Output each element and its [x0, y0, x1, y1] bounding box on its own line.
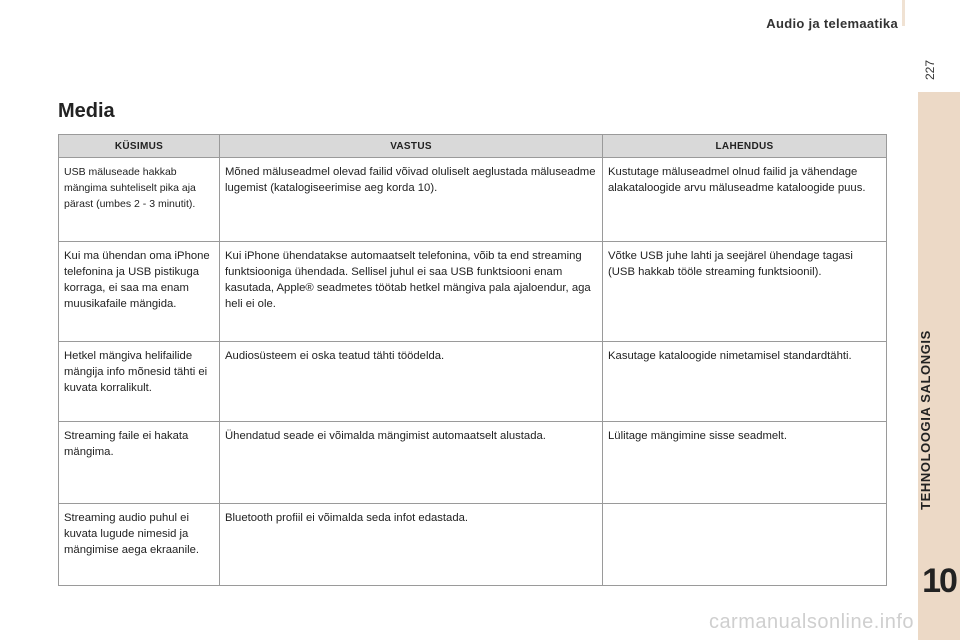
solution-cell: Kasutage kataloogide nimetamisel standardtähti.: [603, 342, 887, 422]
table-row: [59, 504, 887, 586]
header-divider: [902, 0, 905, 26]
table-header-row: [59, 135, 887, 158]
answer-cell: Mõned mäluseadmel olevad failid võivad oluliselt aeglustada mäluseadme lugemist (katalogiseerimise aeg korda 10).: [220, 158, 603, 242]
running-header: Audio ja telemaatika: [766, 16, 898, 31]
answer-cell: Kui iPhone ühendatakse automaatselt telefonina, võib ta end streaming funktsiooniga ühendada. Sellisel juhul ei saa USB funktsiooni enam kasutada, Apple® seadmetes töötab hetkel mängiva pala ajaloendur, aga heli ei ole.: [220, 242, 603, 342]
solution-cell: [603, 504, 887, 586]
column-header-answer: VASTUS: [220, 135, 603, 158]
column-header-solution: LAHENDUS: [603, 135, 887, 158]
page-number: 227: [923, 59, 937, 81]
chapter-side-label: TEHNOLOOGIA SALONGIS: [918, 330, 933, 510]
table-row: [59, 242, 887, 342]
question-cell: USB mäluseade hakkab mängima suhteliselt pika aja pärast (umbes 2 - 3 minutit).: [59, 158, 220, 242]
chapter-number: 10: [922, 562, 956, 600]
solution-cell: Võtke USB juhe lahti ja seejärel ühendage tagasi (USB hakkab tööle streaming funktsioonil).: [603, 242, 887, 342]
answer-cell: Ühendatud seade ei võimalda mängimist automaatselt alustada.: [220, 422, 603, 504]
troubleshooting-table: [58, 134, 887, 586]
solution-cell: Lülitage mängimine sisse seadmelt.: [603, 422, 887, 504]
column-header-question: KÜSIMUS: [59, 135, 220, 158]
section-title: Media: [58, 100, 115, 122]
question-cell: Hetkel mängiva helifailide mängija info mõnesid tähti ei kuvata korralikult.: [59, 342, 220, 422]
question-cell: Streaming faile ei hakata mängima.: [59, 422, 220, 504]
table-row: [59, 422, 887, 504]
question-cell: Kui ma ühendan oma iPhone telefonina ja USB pistikuga korraga, ei saa ma enam muusikafaile mängida.: [59, 242, 220, 342]
question-cell: Streaming audio puhul ei kuvata lugude nimesid ja mängimise aega ekraanile.: [59, 504, 220, 586]
watermark: carmanualsonline.info: [708, 611, 914, 633]
table-row: [59, 158, 887, 242]
table-row: [59, 342, 887, 422]
answer-cell: Audiosüsteem ei oska teatud tähti töödelda.: [220, 342, 603, 422]
answer-cell: Bluetooth profiil ei võimalda seda infot edastada.: [220, 504, 603, 586]
solution-cell: Kustutage mäluseadmel olnud failid ja vähendage alakataloogide arvu mäluseadme kataloogide puus.: [603, 158, 887, 242]
